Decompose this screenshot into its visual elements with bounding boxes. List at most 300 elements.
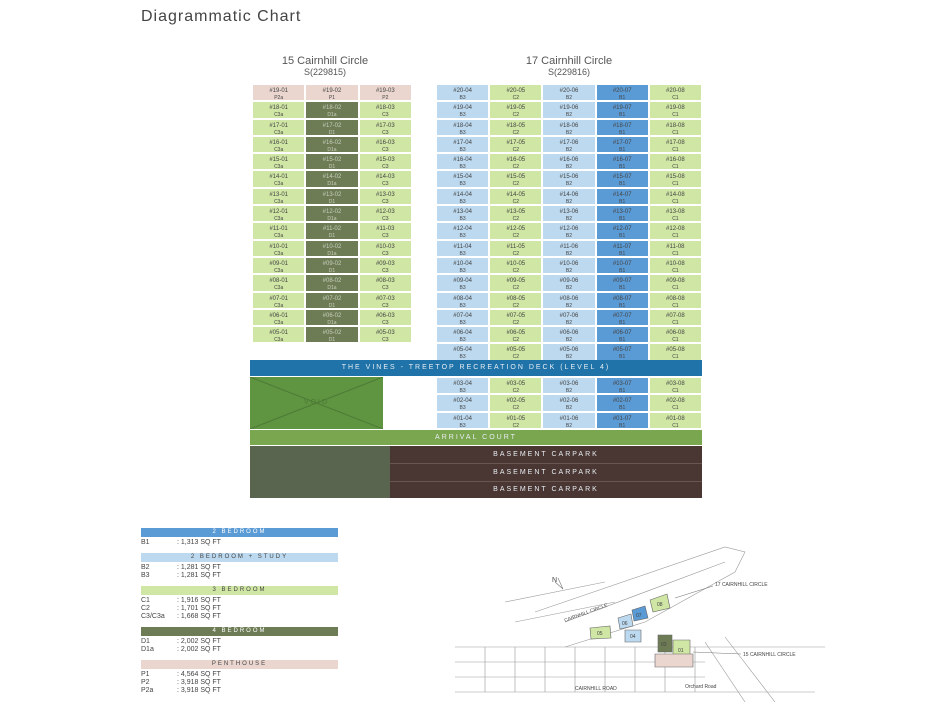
label-17-cairnhill: 17 CAIRNHILL CIRCLE: [715, 582, 768, 588]
unit-number: #20-05: [506, 88, 526, 94]
unit-type: B2: [565, 267, 573, 274]
unit-number: #17-06: [559, 139, 579, 146]
unit-cell: [489, 119, 542, 136]
unit-number: #07-07: [612, 312, 632, 319]
unit-type: B2: [565, 198, 573, 205]
unit-number: #02-08: [666, 398, 685, 405]
unit-type: C1: [672, 337, 679, 344]
unit-cell: [436, 170, 489, 187]
unit-type: D1: [328, 233, 336, 240]
unit-cell: [305, 170, 358, 187]
unit-type: B2: [565, 354, 573, 361]
unit-number: #13-01: [269, 191, 288, 198]
unit-number: #11-04: [453, 243, 472, 250]
unit-type: D1: [328, 302, 336, 309]
unit-number: #07-02: [322, 295, 342, 302]
unit-cell: [489, 188, 542, 205]
unit-cell: [252, 188, 305, 205]
unit-number: #09-02: [322, 260, 342, 267]
unit-cell: [596, 412, 649, 429]
basement-carpark-2: BASEMENT CARPARK: [390, 464, 702, 482]
unit-type: D1a: [327, 319, 337, 326]
unit-type: D1a: [327, 112, 337, 119]
unit-cell: [649, 119, 702, 136]
unit-cell: [489, 136, 542, 153]
unit-cell: [305, 84, 358, 101]
unit-cell: [305, 326, 358, 343]
unit-type: B3: [459, 112, 466, 119]
legend-row: [141, 638, 221, 646]
unit-cell: [649, 170, 702, 187]
block-17-lower-unit-grid: [436, 377, 702, 429]
unit-number: #01-05: [506, 415, 526, 422]
unit-number: #03-04: [453, 381, 472, 387]
block-15-unit-grid: [252, 84, 412, 343]
unit-cell: [305, 136, 358, 153]
unit-cell: [489, 377, 542, 394]
unit-number: #02-05: [506, 398, 526, 405]
unit-cell: [252, 170, 305, 187]
unit-cell: [359, 222, 412, 239]
unit-cell: [596, 240, 649, 257]
unit-type: C3a: [274, 164, 284, 171]
unit-type: D1: [328, 267, 336, 274]
unit-cell: [252, 292, 305, 309]
unit-number: #12-06: [559, 226, 579, 233]
unit-number: #03-05: [506, 381, 526, 387]
unit-type: C2: [512, 388, 519, 394]
unit-cell: [252, 84, 305, 101]
unit-number: #03-06: [559, 381, 579, 387]
unit-number: #07-06: [559, 312, 579, 319]
unit-type: C1: [672, 233, 679, 240]
unit-cell: [436, 257, 489, 274]
unit-number: #10-01: [269, 243, 288, 250]
unit-cell: [489, 274, 542, 291]
legend-row: [141, 597, 221, 605]
unit-type: C1: [672, 319, 679, 326]
unit-type: B3: [459, 388, 466, 394]
unit-cell: [305, 309, 358, 326]
unit-type: B3: [459, 164, 466, 171]
unit-number: #02-06: [559, 398, 579, 405]
unit-type: C2: [512, 146, 519, 153]
unit-type: C1: [672, 164, 679, 171]
legend-unit-code: B2: [141, 564, 150, 571]
unit-cell: [305, 292, 358, 309]
unit-number: #18-05: [506, 122, 526, 129]
unit-cell: [489, 170, 542, 187]
unit-cell: [252, 274, 305, 291]
unit-number: #20-07: [612, 88, 632, 94]
unit-cell: [359, 136, 412, 153]
page-title: Diagrammatic Chart: [141, 8, 302, 25]
unit-type: B2: [565, 405, 573, 412]
unit-number: #08-07: [612, 295, 632, 302]
stack-label-01: 01: [678, 648, 684, 654]
unit-cell: [436, 222, 489, 239]
unit-number: #19-08: [666, 105, 685, 112]
unit-number: #11-03: [376, 226, 395, 233]
unit-type: C3: [382, 250, 389, 257]
unit-type: C1: [672, 129, 679, 136]
unit-type: C3: [382, 164, 389, 171]
unit-type: C1: [672, 250, 679, 257]
unit-type: B2: [565, 250, 573, 257]
legend-unit-code: C3/C3a: [141, 613, 165, 620]
unit-type: B2: [565, 95, 573, 101]
unit-cell: [436, 274, 489, 291]
unit-cell: [649, 136, 702, 153]
basement-carpark-1: BASEMENT CARPARK: [390, 446, 702, 464]
unit-number: #06-07: [612, 330, 632, 337]
legend-unit-area: : 2,002 SQ FT: [177, 646, 221, 653]
unit-number: #01-08: [666, 415, 685, 422]
unit-cell: [542, 188, 595, 205]
unit-cell: [596, 101, 649, 118]
unit-type: C2: [512, 285, 519, 292]
unit-cell: [436, 153, 489, 170]
void-area: [250, 377, 383, 429]
unit-cell: [252, 136, 305, 153]
unit-type: C1: [672, 112, 679, 119]
unit-cell: [305, 222, 358, 239]
unit-type: B1: [619, 164, 626, 171]
unit-number: #16-07: [612, 157, 632, 164]
label-15-cairnhill: 15 CAIRNHILL CIRCLE: [743, 652, 796, 658]
block-17-header: [436, 56, 702, 78]
legend-unit-code: P2a: [141, 687, 154, 694]
unit-cell: [305, 240, 358, 257]
unit-number: #15-03: [375, 157, 395, 164]
unit-type: C3a: [274, 181, 284, 188]
unit-cell: [436, 101, 489, 118]
unit-type: C1: [672, 422, 679, 429]
unit-number: #09-04: [453, 278, 472, 285]
unit-type: B1: [619, 95, 626, 101]
unit-cell: [596, 136, 649, 153]
unit-type: C2: [512, 95, 519, 101]
unit-type: B1: [619, 112, 626, 119]
unit-type: B3: [459, 302, 466, 309]
unit-type: C2: [512, 129, 519, 136]
unit-number: #09-05: [506, 278, 526, 285]
unit-number: #20-08: [666, 88, 685, 94]
unit-number: #05-03: [375, 330, 395, 337]
unit-type: C2: [512, 112, 519, 119]
unit-type: C2: [512, 302, 519, 309]
legend-unit-code: C2: [141, 605, 150, 612]
unit-number: #08-08: [666, 295, 685, 302]
unit-number: #18-04: [453, 122, 472, 129]
unit-number: #14-04: [453, 191, 472, 198]
unit-cell: [489, 84, 542, 101]
unit-type: B1: [619, 181, 626, 188]
unit-type: C1: [672, 285, 679, 292]
unit-number: #09-06: [559, 278, 579, 285]
unit-type: C3a: [274, 302, 284, 309]
unit-number: #20-04: [453, 88, 472, 94]
unit-type: B1: [619, 388, 626, 394]
unit-cell: [305, 101, 358, 118]
unit-number: #01-07: [612, 415, 632, 422]
unit-number: #16-04: [453, 157, 472, 164]
unit-cell: [542, 394, 595, 411]
unit-cell: [489, 394, 542, 411]
unit-type: C1: [672, 198, 679, 205]
unit-cell: [542, 326, 595, 343]
unit-number: #16-06: [559, 157, 579, 164]
unit-type: B1: [619, 337, 626, 344]
legend-unit-area: : 1,916 SQ FT: [177, 597, 221, 604]
unit-type: C3: [382, 181, 389, 188]
unit-cell: [596, 274, 649, 291]
unit-type: C3: [382, 302, 389, 309]
legend-unit-code: B1: [141, 539, 150, 546]
unit-cell: [252, 326, 305, 343]
unit-cell: [542, 205, 595, 222]
legend-heading: 3 BEDROOM: [141, 586, 338, 595]
unit-cell: [596, 292, 649, 309]
unit-type: B1: [619, 129, 626, 136]
unit-type: C2: [512, 354, 519, 361]
unit-type: C3a: [274, 319, 284, 326]
unit-number: #08-02: [322, 278, 342, 285]
unit-number: #13-08: [666, 209, 685, 216]
unit-number: #16-01: [269, 139, 288, 146]
unit-number: #01-04: [453, 415, 472, 422]
unit-type: B3: [459, 422, 466, 429]
unit-type: C2: [512, 181, 519, 188]
unit-cell: [359, 309, 412, 326]
unit-type: B1: [619, 285, 626, 292]
unit-cell: [596, 170, 649, 187]
unit-cell: [596, 222, 649, 239]
unit-number: #11-06: [559, 243, 579, 250]
legend-unit-code: D1a: [141, 646, 154, 653]
unit-number: #02-04: [453, 398, 472, 405]
unit-cell: [359, 101, 412, 118]
legend-unit-code: P1: [141, 671, 150, 678]
unit-cell: [596, 394, 649, 411]
unit-type: B3: [459, 129, 466, 136]
unit-cell: [649, 205, 702, 222]
unit-type: C1: [672, 354, 679, 361]
stack-label-08: 08: [657, 602, 663, 608]
unit-cell: [596, 377, 649, 394]
unit-number: #07-04: [453, 312, 472, 319]
unit-cell: [489, 257, 542, 274]
legend-row: [141, 572, 221, 580]
unit-number: #11-08: [666, 243, 685, 250]
unit-cell: [542, 170, 595, 187]
unit-type: C3a: [274, 198, 284, 205]
basement-left-block: [250, 446, 390, 498]
unit-number: #11-05: [506, 243, 525, 250]
unit-number: #06-03: [375, 312, 395, 319]
unit-cell: [649, 326, 702, 343]
unit-number: #15-04: [453, 174, 472, 181]
orchard-road-label: Orchard Road: [685, 684, 717, 690]
unit-cell: [649, 394, 702, 411]
unit-number: #11-07: [613, 243, 632, 250]
unit-number: #05-06: [559, 347, 579, 354]
unit-number: #12-03: [375, 209, 395, 216]
legend-unit-area: : 3,918 SQ FT: [177, 679, 221, 686]
unit-cell: [252, 119, 305, 136]
unit-type: C2: [512, 337, 519, 344]
unit-type: D1: [328, 164, 336, 171]
unit-type: B1: [619, 216, 626, 223]
unit-type: C1: [672, 181, 679, 188]
block-17-upper-unit-grid: [436, 84, 702, 361]
unit-type: D1a: [327, 216, 337, 223]
unit-cell: [489, 222, 542, 239]
unit-cell: [542, 119, 595, 136]
unit-number: #19-07: [612, 105, 632, 112]
unit-cell: [489, 343, 542, 360]
unit-type: B2: [565, 216, 573, 223]
unit-type: C2: [512, 216, 519, 223]
legend-row: [141, 539, 221, 547]
unit-cell: [542, 84, 595, 101]
unit-type: C1: [672, 388, 679, 394]
unit-cell: [649, 240, 702, 257]
legend-unit-code: C1: [141, 597, 150, 604]
unit-type: C3a: [274, 337, 284, 344]
block-17-postal: S(229816): [547, 67, 591, 77]
unit-number: #10-03: [375, 243, 395, 250]
unit-type: C2: [512, 422, 519, 429]
unit-number: #18-03: [375, 105, 395, 112]
unit-number: #19-03: [375, 88, 395, 94]
legend-row: [141, 605, 221, 613]
unit-cell: [252, 153, 305, 170]
unit-cell: [359, 274, 412, 291]
unit-type: C2: [512, 233, 519, 240]
unit-cell: [489, 205, 542, 222]
unit-cell: [596, 188, 649, 205]
legend-heading: PENTHOUSE: [141, 660, 338, 669]
unit-cell: [252, 101, 305, 118]
unit-number: #14-05: [506, 191, 526, 198]
unit-cell: [436, 84, 489, 101]
unit-type: B2: [565, 319, 573, 326]
basement-carpark-3: BASEMENT CARPARK: [390, 482, 702, 498]
unit-type: C2: [512, 198, 519, 205]
unit-type: C3: [382, 233, 389, 240]
unit-number: #19-05: [506, 105, 526, 112]
unit-type: D1a: [327, 146, 337, 153]
unit-type: B1: [619, 233, 626, 240]
unit-type: B3: [459, 95, 466, 101]
unit-cell: [542, 240, 595, 257]
unit-number: #06-04: [453, 330, 472, 337]
unit-type: D1a: [327, 181, 337, 188]
unit-number: #02-07: [612, 398, 632, 405]
unit-type: D1: [328, 198, 336, 205]
cairnhill-road-label: CAIRNHILL ROAD: [575, 686, 617, 692]
unit-cell: [305, 188, 358, 205]
unit-type: B2: [565, 337, 573, 344]
unit-type: C1: [672, 302, 679, 309]
legend-row: [141, 613, 221, 621]
unit-cell: [542, 136, 595, 153]
unit-type: B1: [619, 354, 626, 361]
unit-cell: [305, 274, 358, 291]
unit-cell: [596, 84, 649, 101]
unit-cell: [252, 222, 305, 239]
unit-number: #17-01: [269, 122, 288, 129]
unit-type: C2: [512, 319, 519, 326]
unit-type: B3: [459, 216, 466, 223]
legend-row: [141, 687, 221, 695]
unit-cell: [649, 309, 702, 326]
unit-number: #07-08: [666, 312, 685, 319]
unit-cell: [596, 119, 649, 136]
unit-type: B3: [459, 267, 466, 274]
legend-unit-area: : 1,701 SQ FT: [177, 605, 221, 612]
block-17-name: 17 Cairnhill Circle: [525, 55, 613, 67]
unit-type: B3: [459, 354, 466, 361]
unit-cell: [436, 394, 489, 411]
unit-cell: [359, 119, 412, 136]
unit-cell: [649, 153, 702, 170]
unit-number: #15-07: [612, 174, 632, 181]
unit-number: #20-06: [559, 88, 579, 94]
legend-unit-area: : 2,002 SQ FT: [177, 638, 221, 645]
unit-number: #05-05: [506, 347, 526, 354]
unit-number: #11-01: [269, 226, 288, 233]
unit-number: #12-05: [506, 226, 526, 233]
stack-label-03: 03: [661, 642, 667, 648]
unit-cell: [596, 205, 649, 222]
unit-number: #12-04: [453, 226, 472, 233]
unit-cell: [305, 119, 358, 136]
arrival-court-band: ARRIVAL COURT: [250, 430, 702, 445]
unit-type: B2: [565, 422, 573, 429]
unit-type: B2: [565, 181, 573, 188]
unit-type: B3: [459, 146, 466, 153]
unit-type: C3a: [274, 233, 284, 240]
unit-cell: [489, 240, 542, 257]
unit-cell: [436, 119, 489, 136]
unit-cell: [436, 377, 489, 394]
unit-number: #15-06: [559, 174, 579, 181]
unit-cell: [542, 292, 595, 309]
unit-number: #15-01: [269, 157, 288, 164]
unit-type: B3: [459, 319, 466, 326]
recreation-deck-band: THE VINES - TREETOP RECREATION DECK (LEVEL 4): [250, 360, 702, 376]
unit-cell: [252, 309, 305, 326]
unit-number: #10-08: [666, 260, 685, 267]
unit-cell: [489, 326, 542, 343]
unit-number: #18-08: [666, 122, 685, 129]
unit-cell: [359, 257, 412, 274]
legend-unit-area: : 1,281 SQ FT: [177, 564, 221, 571]
unit-number: #17-07: [612, 139, 632, 146]
unit-cell: [436, 292, 489, 309]
unit-type: B2: [565, 388, 573, 394]
unit-number: #13-02: [322, 191, 342, 198]
unit-number: #12-01: [269, 209, 288, 216]
unit-type: C3: [382, 216, 389, 223]
unit-type: D1: [328, 337, 336, 344]
unit-type: C3: [382, 267, 389, 274]
unit-number: #08-01: [269, 278, 288, 285]
unit-type: B2: [565, 285, 573, 292]
north-arrow-label: N: [552, 577, 558, 584]
